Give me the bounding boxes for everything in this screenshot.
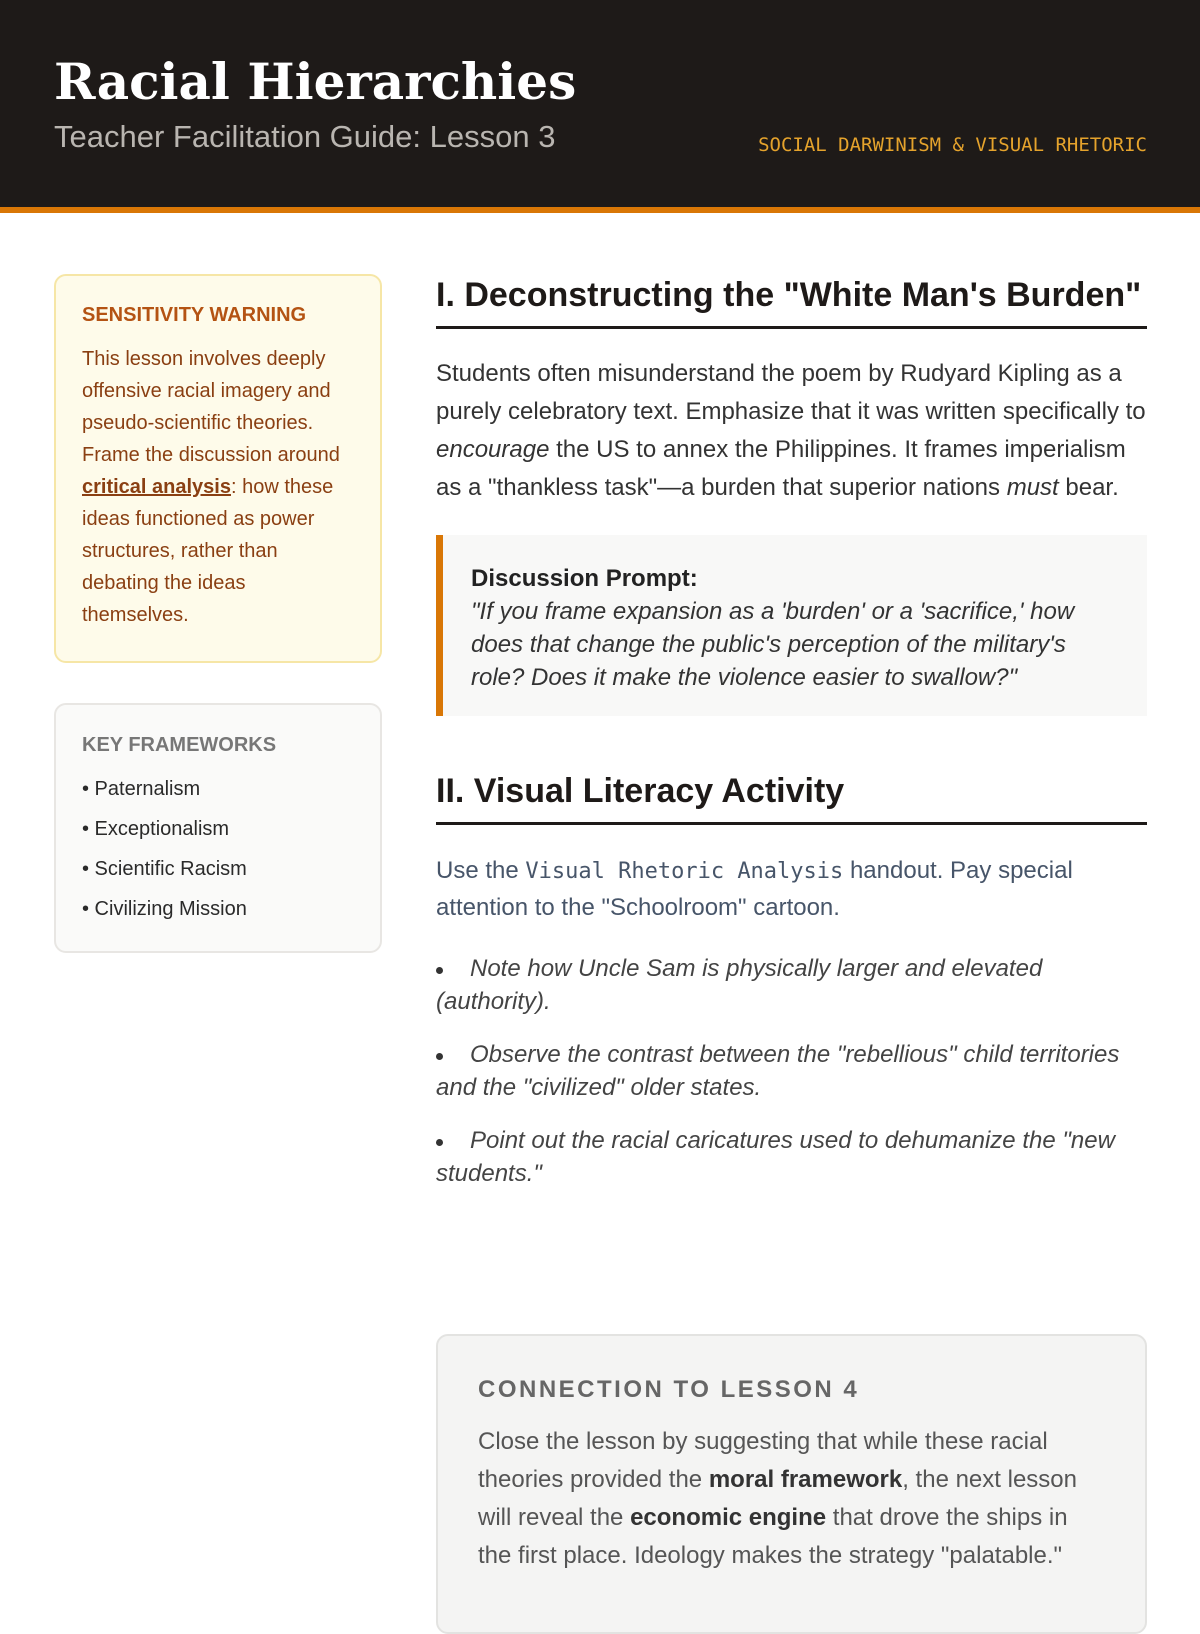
section-1-body <box>436 355 1147 507</box>
intro-text-part: Use the <box>436 857 526 884</box>
warning-text-start: This lesson involves deeply offensive racial imagery and pseudo-scientific theories. Frame the discussion around <box>82 348 340 466</box>
body-text-part: Students often misunderstand the poem by Rudyard Kipling as a purely celebratory text. Emphasize that it was written specifically to <box>436 360 1146 425</box>
page-title: Racial Hierarchies <box>54 52 577 111</box>
warning-title: SENSITIVITY WARNING <box>82 304 307 326</box>
framework-item: • Scientific Racism <box>82 858 247 880</box>
intro-text-part: handout. Pay special attention to the "Schoolroom" cartoon. <box>436 857 1073 921</box>
topic-tag: SOCIAL DARWINISM & VISUAL RHETORIC <box>758 134 1147 156</box>
bullet-icon <box>436 967 443 974</box>
warning-text <box>82 343 354 631</box>
activity-intro <box>436 853 1147 926</box>
section-2-heading: II. Visual Literacy Activity <box>436 768 1147 825</box>
main-content <box>436 272 1147 1210</box>
connection-text-part: , the next lesson will reveal the <box>478 1465 1077 1531</box>
framework-item: • Exceptionalism <box>82 818 230 840</box>
connection-bold: moral framework <box>708 1465 903 1493</box>
page-header <box>0 0 1200 213</box>
framework-item: • Civilizing Mission <box>82 898 247 920</box>
connection-title: CONNECTION TO LESSON 4 <box>478 1376 860 1403</box>
frameworks-list <box>82 769 354 929</box>
section-visual-literacy <box>436 768 1147 1190</box>
connection-box <box>436 1334 1147 1634</box>
connection-text-part: Close the lesson by suggesting that while these racial theories provided the <box>478 1427 1048 1493</box>
warning-emphasis: critical analysis <box>82 476 231 498</box>
bullet-text: Note how Uncle Sam is physically larger and elevated (authority). <box>436 955 1043 1015</box>
connection-text <box>478 1423 1105 1575</box>
list-item <box>436 1038 1147 1104</box>
body-emphasis: encourage <box>436 436 550 463</box>
connection-text-part: that drove the ships in the first place. Ideology makes the strategy "palatable." <box>478 1503 1068 1569</box>
body-emphasis: must <box>1006 474 1059 501</box>
bullet-text: Point out the racial caricatures used to dehumanize the "new students." <box>436 1127 1115 1187</box>
section-white-mans-burden <box>436 272 1147 716</box>
page-subtitle: Teacher Facilitation Guide: Lesson 3 <box>54 119 556 154</box>
list-item <box>436 1124 1147 1190</box>
discussion-prompt-text: "If you frame expansion as a 'burden' or a 'sacrifice,' how does that change the public's perception of the military's role? Does it make the violence easier to swallow?" <box>471 598 1075 691</box>
sidebar <box>54 274 382 953</box>
list-item <box>436 952 1147 1018</box>
handout-name: Visual Rhetoric Analysis <box>525 859 844 884</box>
key-frameworks-box <box>54 703 382 953</box>
body-text-part: bear. <box>1058 474 1119 501</box>
sensitivity-warning-box <box>54 274 382 663</box>
bullet-icon <box>436 1139 443 1146</box>
section-1-heading: I. Deconstructing the "White Man's Burden" <box>436 272 1147 329</box>
framework-item: • Paternalism <box>82 778 201 800</box>
frameworks-title: KEY FRAMEWORKS <box>82 734 277 756</box>
discussion-prompt-label: Discussion Prompt: <box>471 565 698 592</box>
body-text-part: the US to annex the Philippines. It frames imperialism as a "thankless task"—a burden that superior nations <box>436 436 1126 501</box>
discussion-prompt-box <box>436 535 1147 716</box>
bullet-icon <box>436 1053 443 1060</box>
activity-bullets <box>436 952 1147 1190</box>
connection-bold: economic engine <box>630 1503 827 1531</box>
warning-text-end: : how these ideas functioned as power structures, rather than debating the ideas themselves. <box>82 476 334 626</box>
bullet-text: Observe the contrast between the "rebellious" child territories and the "civilized" older states. <box>436 1041 1120 1101</box>
